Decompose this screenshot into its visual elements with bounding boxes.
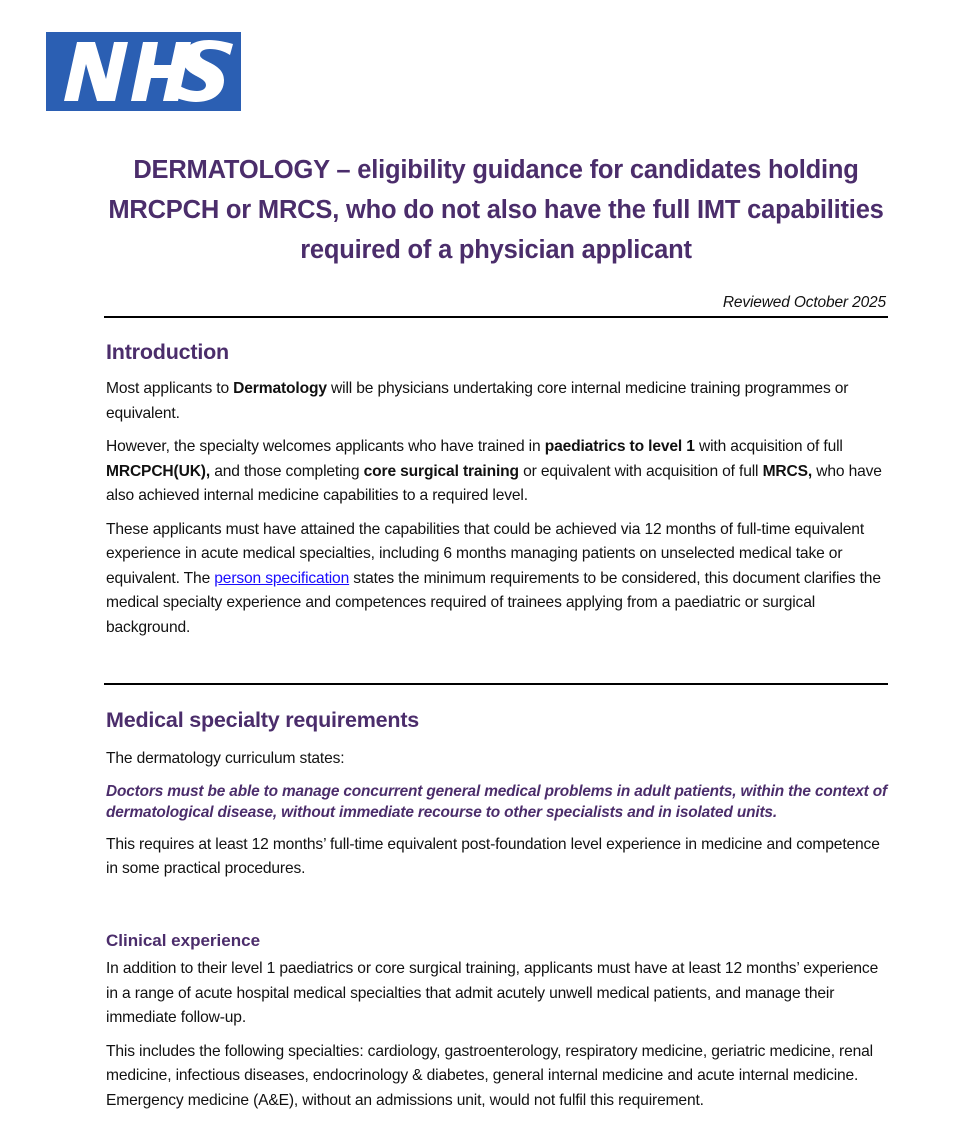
medical-requirements-heading: Medical specialty requirements (106, 708, 420, 732)
intro-paragraph-1: Most applicants to Dermatology will be physicians undertaking core internal medicine training programmes or equivalent. (106, 380, 849, 422)
section-divider (104, 683, 888, 685)
curriculum-intro: The dermatology curriculum states: (106, 750, 345, 767)
nhs-logo (46, 32, 241, 111)
nhs-logo-graphic (46, 32, 241, 111)
clinical-experience-section (106, 931, 888, 1122)
clinical-paragraph-1: In addition to their level 1 paediatrics or core surgical training, applicants must have at least 12 months’ experience in a range of acute hospital medical specialties that admit acutely unwell medical patients, and manage their immediate follow-up. (106, 960, 879, 1026)
intro-paragraph-2: However, the specialty welcomes applicants who have trained in paediatrics to level 1 with acquisition of full MRCPCH(UK), and those completing core surgical training or equivalent with acquisition of full MRCS, who have also achieved internal medicine capabilities to a required level. (106, 438, 882, 504)
header-divider (104, 316, 888, 318)
medical-requirements-section (106, 708, 888, 891)
curriculum-quote: Doctors must be able to manage concurrent general medical problems in adult patients, within the context of dermatological disease, without immediate recourse to other specialists and in isolated units. (106, 782, 887, 821)
intro-paragraph-3: These applicants must have attained the capabilities that could be achieved via 12 months of full-time equivalent experience in acute medical specialties, including 6 months managing patients on unselected medical take or equivalent. The person specification states the minimum requirements to be considered, this document clarifies the medical specialty experience and competences required of trainees applying from a paediatric or surgical background. (106, 520, 881, 636)
clinical-paragraph-2: This includes the following specialties: cardiology, gastroenterology, respiratory medicine, geriatric medicine, renal medicine, infectious diseases, endocrinology & diabetes, general internal medicine and acute internal medicine. Emergency medicine (A&E), without an admissions unit, would not fulfil this requirement. (106, 1042, 873, 1109)
document-title: DERMATOLOGY – eligibility guidance for candidates holding MRCPCH or MRCS, who do not also have the full IMT capabilities required of a physician applicant (108, 156, 884, 264)
clinical-experience-heading: Clinical experience (106, 931, 261, 950)
introduction-heading: Introduction (106, 340, 229, 364)
requirements-paragraph: This requires at least 12 months’ full-time equivalent post-foundation level experience in medicine and competence in some practical procedures. (106, 835, 880, 877)
review-date: Reviewed October 2025 (722, 294, 886, 311)
introduction-section (106, 340, 888, 649)
person-specification-link[interactable]: person specification (214, 569, 350, 587)
